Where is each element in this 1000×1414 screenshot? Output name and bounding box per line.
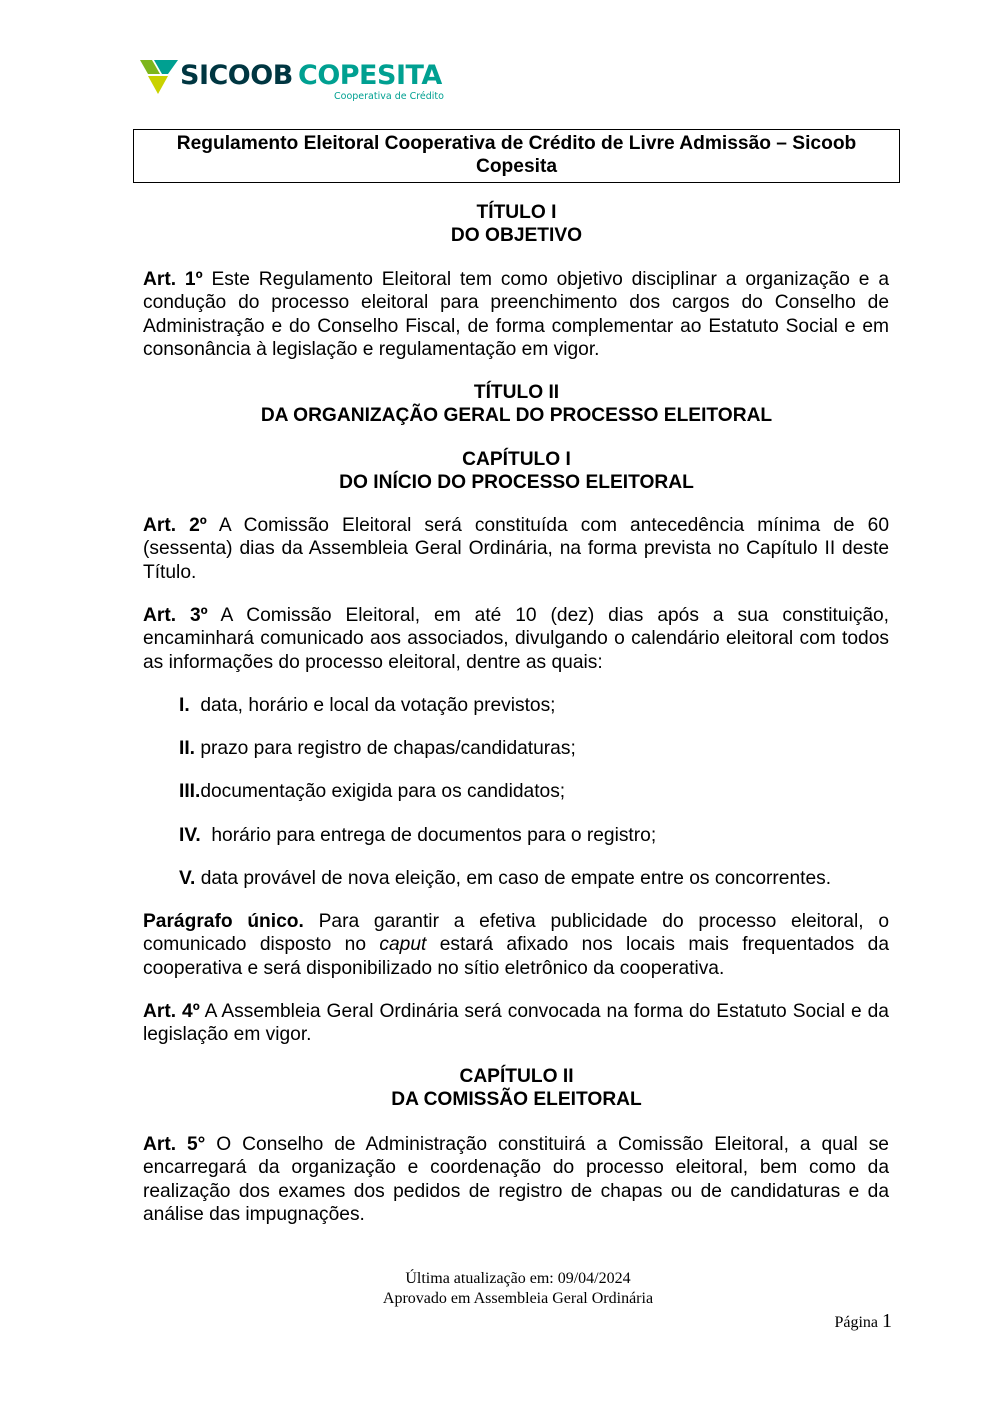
page-number [834, 1310, 892, 1333]
paragrafo-unico [143, 910, 889, 980]
titulo-1 [133, 201, 900, 248]
article-label: Art. 2º [143, 515, 207, 536]
heading-line: CAPÍTULO II [459, 1066, 574, 1087]
item-number: II. [179, 738, 195, 759]
heading-line: DA COMISSÃO ELEITORAL [391, 1089, 642, 1111]
item-number: IV. [179, 825, 201, 846]
article-text: Este Regulamento Eleitoral tem como objetivo disciplinar a organização e a condução do processo eleitoral para preenchimento dos cargos do Conselho de Administração e do Conselho Fiscal, de forma complementar ao Estatuto Social e em consonância à legislação e regulamentação em vigor. [143, 269, 889, 360]
page-label: Página [834, 1314, 878, 1331]
list-item [179, 737, 576, 760]
logo-text-copesita: COPESITA [298, 60, 442, 91]
article-label: Art. 4º [143, 1001, 200, 1022]
paragraph-italic: caput [379, 934, 427, 956]
heading-line: DA ORGANIZAÇÃO GERAL DO PROCESSO ELEITORAL [260, 405, 773, 427]
paragraph-text: Para garantir a efetiva publicidade do processo eleitoral, o comunicado disposto no [143, 911, 889, 956]
sicoob-copesita-logo [140, 58, 460, 104]
list-item [179, 694, 556, 717]
heading-line: TÍTULO II [473, 382, 560, 403]
item-number: I. [179, 695, 190, 716]
article-text: A Comissão Eleitoral, em até 10 (dez) dias após a sua constituição, encaminhará comunicado aos associados, divulgando o calendário eleitoral com todos as informações do processo eleitoral, dentre as quais: [143, 605, 890, 673]
art-3 [143, 604, 889, 674]
article-label: Art. 5° [143, 1134, 206, 1155]
paragraph-text: estará afixado nos locais mais frequentados da cooperativa e será disponibilizado no sítio eletrônico da cooperativa. [143, 934, 889, 979]
item-text: data, horário e local da votação previstos; [189, 695, 556, 716]
article-label: Art. 3º [143, 605, 208, 626]
heading-line: TÍTULO I [476, 202, 557, 223]
item-text: horário para entrega de documentos para o registro; [200, 825, 657, 846]
capitulo-2 [133, 1065, 900, 1112]
art-1 [143, 268, 889, 361]
item-text: documentação exigida para os candidatos; [200, 781, 566, 802]
capitulo-1 [133, 448, 900, 495]
page-num: 1 [882, 1310, 892, 1332]
heading-line: DO OBJETIVO [450, 225, 583, 247]
logo-icon [140, 58, 180, 98]
art-2 [143, 514, 889, 584]
footer-updated: Última atualização em: 09/04/2024 [405, 1270, 631, 1287]
item-text: data provável de nova eleição, em caso de empate entre os concorrentes. [195, 868, 832, 889]
paragraph-label: Parágrafo único. [143, 911, 304, 932]
item-text: prazo para registro de chapas/candidaturas; [195, 738, 576, 759]
logo-text-sicoob: SICOOB [180, 60, 293, 91]
heading-line: DO INÍCIO DO PROCESSO ELEITORAL [339, 472, 694, 494]
heading-line: CAPÍTULO I [462, 449, 571, 470]
article-text: A Assembleia Geral Ordinária será convocada na forma do Estatuto Social e da legislação em vigor. [143, 1001, 889, 1046]
article-text: O Conselho de Administração constituirá a Comissão Eleitoral, a qual se encarregará da organização e coordenação do processo eleitoral, bem como da realização dos exames dos pedidos de registro de chapas ou de candidaturas e da análise das impugnações. [143, 1134, 889, 1225]
titulo-2 [133, 381, 900, 428]
art-4 [143, 1000, 889, 1047]
item-number: III. [179, 781, 201, 802]
logo-tagline: Cooperativa de Crédito [334, 91, 444, 102]
article-text: A Comissão Eleitoral será constituída com antecedência mínima de 60 (sessenta) dias da Assembleia Geral Ordinária, na forma prevista no Capítulo II deste Título. [143, 515, 889, 583]
document-title: Regulamento Eleitoral Cooperativa de Crédito de Livre Admissão – Sicoob Copesita [133, 129, 900, 183]
art-5 [143, 1133, 889, 1226]
item-number: V. [179, 868, 196, 889]
list-item [179, 780, 565, 803]
list-item [179, 824, 656, 847]
article-label: Art. 1º [143, 269, 203, 290]
list-item [179, 867, 831, 890]
footer-approved: Aprovado em Assembleia Geral Ordinária [382, 1290, 654, 1307]
